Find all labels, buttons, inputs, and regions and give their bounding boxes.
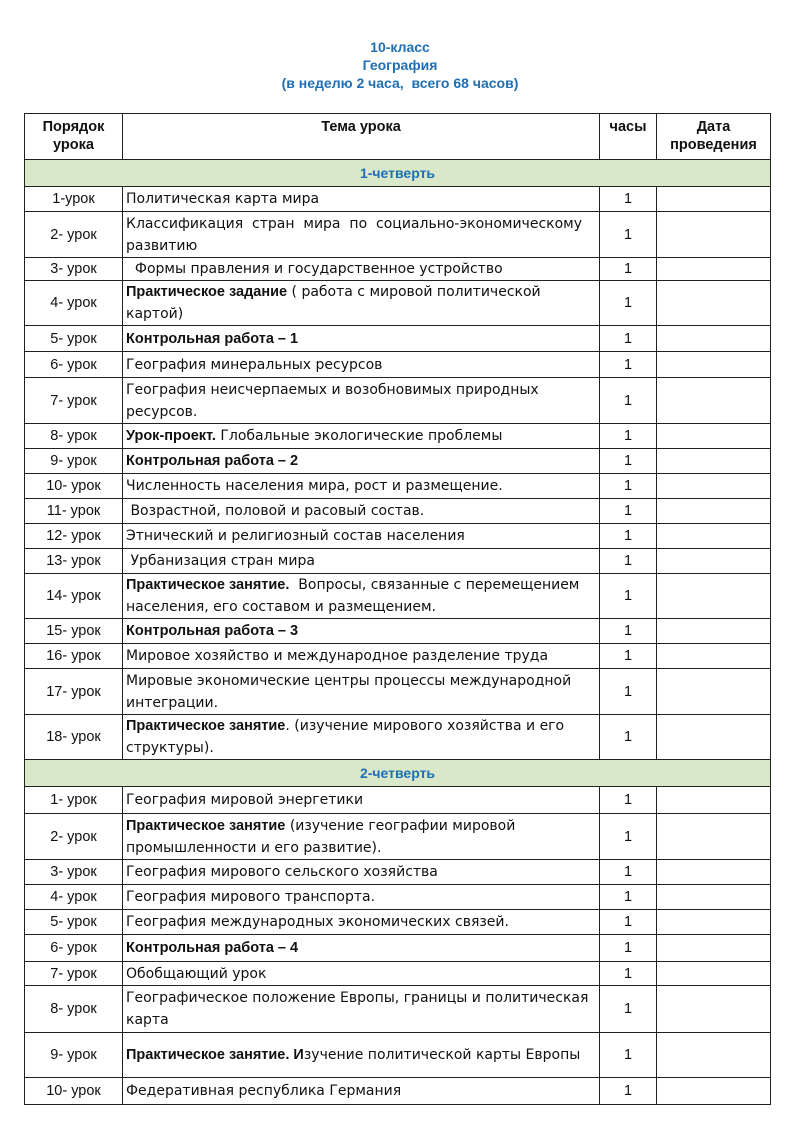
lesson-row <box>25 574 771 619</box>
lesson-row <box>25 814 771 860</box>
lesson-hours: 1 <box>600 1078 657 1105</box>
lesson-hours: 1 <box>600 669 657 715</box>
lesson-date-cell <box>657 281 771 326</box>
lesson-number: 8- урок <box>25 424 123 449</box>
lesson-topic <box>123 787 600 814</box>
lesson-date-cell <box>657 352 771 378</box>
column-header-topic: Тема урока <box>123 114 600 160</box>
lesson-hours: 1 <box>600 499 657 524</box>
lesson-row <box>25 352 771 378</box>
lesson-number: 10- урок <box>25 474 123 499</box>
lesson-date-cell <box>657 935 771 962</box>
lesson-hours: 1 <box>600 860 657 885</box>
lesson-hours: 1 <box>600 212 657 258</box>
lesson-date-cell <box>657 424 771 449</box>
lesson-row <box>25 986 771 1033</box>
lesson-topic-bold: Урок-проект. <box>126 428 216 444</box>
lesson-topic-text: Географическое положение Европы, границы и политическая карта <box>126 990 593 1028</box>
lesson-row <box>25 424 771 449</box>
lesson-row <box>25 644 771 669</box>
lesson-hours: 1 <box>600 644 657 669</box>
lesson-hours: 1 <box>600 715 657 760</box>
lesson-number: 18- урок <box>25 715 123 760</box>
lesson-topic-text: Возрастной, половой и расовый состав. <box>126 503 425 519</box>
lesson-topic-text: Мировое хозяйство и международное разделение труда <box>126 648 549 664</box>
lesson-topic <box>123 986 600 1033</box>
lesson-topic <box>123 1078 600 1105</box>
lesson-number: 6- урок <box>25 935 123 962</box>
lesson-number: 4- урок <box>25 885 123 910</box>
lesson-date-cell <box>657 378 771 424</box>
lesson-number: 5- урок <box>25 910 123 935</box>
lesson-topic <box>123 935 600 962</box>
lesson-row <box>25 715 771 760</box>
lesson-hours: 1 <box>600 814 657 860</box>
lesson-number: 12- урок <box>25 524 123 549</box>
lesson-topic-bold: Практическое занятие <box>126 817 286 834</box>
lesson-date-cell <box>657 962 771 986</box>
lesson-topic <box>123 187 600 212</box>
lesson-topic-text: Мировые экономические центры процессы международной интеграции. <box>126 672 576 711</box>
lesson-topic-text: . (изучение мирового хозяйства и его структуры). <box>126 718 569 756</box>
lesson-number: 2- урок <box>25 212 123 258</box>
lesson-row <box>25 212 771 258</box>
lesson-topic-text: Урбанизация стран мира <box>126 553 315 569</box>
lesson-topic <box>123 1033 600 1078</box>
lesson-row <box>25 885 771 910</box>
lesson-number: 15- урок <box>25 619 123 644</box>
lesson-hours: 1 <box>600 258 657 281</box>
lesson-topic <box>123 574 600 619</box>
lesson-row <box>25 962 771 986</box>
lesson-topic-bold: Практическое занятие. <box>126 577 290 593</box>
lesson-date-cell <box>657 860 771 885</box>
lesson-hours: 1 <box>600 378 657 424</box>
lesson-date-cell <box>657 449 771 474</box>
lesson-row <box>25 326 771 352</box>
column-header-date: Дата проведения <box>657 114 771 160</box>
lesson-number: 8- урок <box>25 986 123 1033</box>
quarter-title: 1-четверть <box>25 160 771 187</box>
lesson-hours: 1 <box>600 187 657 212</box>
document-header <box>0 38 800 92</box>
lesson-hours: 1 <box>600 549 657 574</box>
lesson-topic-text: Численность населения мира, рост и размещение. <box>126 478 503 494</box>
lesson-number: 5- урок <box>25 326 123 352</box>
lesson-date-cell <box>657 986 771 1033</box>
lesson-topic <box>123 524 600 549</box>
lesson-number: 6- урок <box>25 352 123 378</box>
lesson-number: 9- урок <box>25 449 123 474</box>
lesson-plan-table <box>24 113 771 1105</box>
lesson-hours: 1 <box>600 885 657 910</box>
lesson-topic-text: География минеральных ресурсов <box>126 356 383 373</box>
lesson-hours: 1 <box>600 986 657 1033</box>
lesson-topic <box>123 860 600 885</box>
lesson-date-cell <box>657 258 771 281</box>
lesson-row <box>25 281 771 326</box>
quarter-header-row <box>25 160 771 187</box>
lesson-topic <box>123 885 600 910</box>
lesson-hours: 1 <box>600 281 657 326</box>
lesson-topic <box>123 449 600 474</box>
lesson-number: 1- урок <box>25 787 123 814</box>
lesson-hours: 1 <box>600 524 657 549</box>
lesson-topic-text: Обобщающий урок <box>126 965 267 982</box>
grade-title: 10-класс <box>370 39 430 55</box>
lesson-hours: 1 <box>600 962 657 986</box>
lesson-topic-bold: Практическое задание <box>126 284 288 300</box>
lesson-row <box>25 1033 771 1078</box>
lesson-topic <box>123 619 600 644</box>
lesson-row <box>25 474 771 499</box>
lesson-date-cell <box>657 549 771 574</box>
lesson-date-cell <box>657 574 771 619</box>
lesson-number: 2- урок <box>25 814 123 860</box>
lesson-topic-text: ( работа с мировой политической картой) <box>126 284 546 322</box>
lesson-topic-bold: Контрольная работа – 3 <box>126 623 299 639</box>
lesson-row <box>25 935 771 962</box>
hours-summary: (в неделю 2 часа, всего 68 часов) <box>281 75 519 91</box>
lesson-topic-text: Этнический и религиозный состав населения <box>126 528 465 544</box>
lesson-hours: 1 <box>600 352 657 378</box>
lesson-row <box>25 378 771 424</box>
lesson-topic <box>123 669 600 715</box>
lesson-hours: 1 <box>600 910 657 935</box>
lesson-date-cell <box>657 187 771 212</box>
lesson-hours: 1 <box>600 619 657 644</box>
lesson-topic <box>123 474 600 499</box>
lesson-date-cell <box>657 474 771 499</box>
lesson-number: 4- урок <box>25 281 123 326</box>
lesson-date-cell <box>657 910 771 935</box>
lesson-topic <box>123 962 600 986</box>
lesson-row <box>25 187 771 212</box>
lesson-hours: 1 <box>600 1033 657 1078</box>
lesson-topic-text: География мировой энергетики <box>126 792 364 808</box>
lesson-topic-text: Классификация стран мира по социально-экономическому развитию <box>126 215 587 254</box>
lesson-number: 7- урок <box>25 378 123 424</box>
lesson-number: 17- урок <box>25 669 123 715</box>
lesson-row <box>25 910 771 935</box>
lesson-row <box>25 524 771 549</box>
lesson-date-cell <box>657 1033 771 1078</box>
quarter-header-row <box>25 760 771 787</box>
lesson-number: 3- урок <box>25 258 123 281</box>
lesson-hours: 1 <box>600 326 657 352</box>
lesson-topic <box>123 281 600 326</box>
subject-title: География <box>362 57 438 73</box>
lesson-number: 16- урок <box>25 644 123 669</box>
lesson-topic <box>123 258 600 281</box>
lesson-topic-text: География международных экономических связей. <box>126 914 509 930</box>
lesson-topic <box>123 814 600 860</box>
column-header-hours: часы <box>600 114 657 160</box>
lesson-number: 1-урок <box>25 187 123 212</box>
lesson-number: 13- урок <box>25 549 123 574</box>
lesson-row <box>25 1078 771 1105</box>
lesson-date-cell <box>657 885 771 910</box>
lesson-topic-bold: Практическое занятие <box>126 718 286 734</box>
lesson-date-cell <box>657 644 771 669</box>
lesson-topic-text: Глобальные экологические проблемы <box>215 428 503 444</box>
lesson-topic <box>123 424 600 449</box>
lesson-hours: 1 <box>600 424 657 449</box>
lesson-date-cell <box>657 326 771 352</box>
lesson-date-cell <box>657 787 771 814</box>
lesson-number: 10- урок <box>25 1078 123 1105</box>
lesson-topic <box>123 378 600 424</box>
lesson-topic-bold: Контрольная работа – 2 <box>126 453 299 469</box>
lesson-topic <box>123 352 600 378</box>
lesson-row <box>25 860 771 885</box>
column-header-order: Порядок урока <box>25 114 123 160</box>
lesson-topic-text: Формы правления и государственное устройство <box>126 261 503 277</box>
lesson-row <box>25 499 771 524</box>
lesson-row <box>25 787 771 814</box>
lesson-row <box>25 258 771 281</box>
lesson-number: 7- урок <box>25 962 123 986</box>
lesson-date-cell <box>657 1078 771 1105</box>
lesson-topic <box>123 499 600 524</box>
lesson-topic <box>123 715 600 760</box>
lesson-topic-text: (изучение географии мировой промышленности и его развитие). <box>126 817 520 856</box>
lesson-topic-bold: Практическое занятие. И <box>126 1047 304 1063</box>
lesson-topic <box>123 644 600 669</box>
lesson-number: 9- урок <box>25 1033 123 1078</box>
lesson-date-cell <box>657 524 771 549</box>
lesson-topic <box>123 212 600 258</box>
lesson-number: 3- урок <box>25 860 123 885</box>
lesson-number: 11- урок <box>25 499 123 524</box>
lesson-topic <box>123 910 600 935</box>
lesson-date-cell <box>657 212 771 258</box>
lesson-topic-bold: Контрольная работа – 4 <box>126 940 299 956</box>
table-header-row <box>25 114 771 160</box>
lesson-topic-text: География мирового сельского хозяйства <box>126 864 438 880</box>
lesson-hours: 1 <box>600 787 657 814</box>
lesson-topic-text: Федеративная республика Германия <box>126 1083 402 1099</box>
quarter-title: 2-четверть <box>25 760 771 787</box>
lesson-topic <box>123 549 600 574</box>
lesson-hours: 1 <box>600 449 657 474</box>
lesson-date-cell <box>657 715 771 760</box>
lesson-row <box>25 619 771 644</box>
lesson-date-cell <box>657 669 771 715</box>
lesson-date-cell <box>657 619 771 644</box>
lesson-row <box>25 549 771 574</box>
lesson-hours: 1 <box>600 474 657 499</box>
lesson-topic-text: Политическая карта мира <box>126 191 320 207</box>
lesson-topic-text: Вопросы, связанные с перемещением населения, его составом и размещением. <box>126 577 584 615</box>
lesson-hours: 1 <box>600 935 657 962</box>
lesson-topic <box>123 326 600 352</box>
lesson-hours: 1 <box>600 574 657 619</box>
lesson-date-cell <box>657 499 771 524</box>
lesson-date-cell <box>657 814 771 860</box>
lesson-topic-text: География неисчерпаемых и возобновимых природных ресурсов. <box>126 381 544 420</box>
lesson-row <box>25 449 771 474</box>
lesson-topic-text: зучение политической карты Европы <box>303 1047 581 1063</box>
lesson-topic-text: География мирового транспорта. <box>126 889 376 905</box>
lesson-number: 14- урок <box>25 574 123 619</box>
lesson-topic-bold: Контрольная работа – 1 <box>126 330 299 347</box>
lesson-row <box>25 669 771 715</box>
